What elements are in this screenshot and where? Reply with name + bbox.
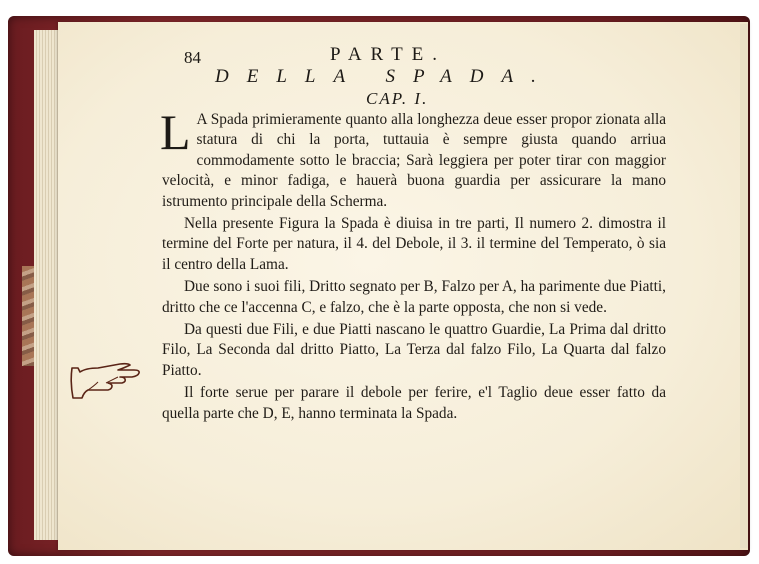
running-head: PARTE. (330, 44, 447, 65)
paragraph-5: Il forte serue per parare il debole per ferire, e'l Taglio deue esser fatto da quella parte che D, E, hanno terminata la Spada. (162, 384, 666, 422)
body-text (160, 104, 666, 426)
drop-cap: L (160, 104, 191, 160)
paragraph-4: Da questi due Fili, e due Piatti nascano le quattro Guardie, La Prima dal dritto Filo, La Seconda dal dritto Piatto, La Terza dal falzo Filo, La Quarta dal falzo Piatto. (162, 321, 666, 379)
paragraph-1 (160, 104, 666, 212)
section-title: DELLA SPADA. (215, 66, 554, 87)
paragraph-2: Nella presente Figura la Spada è diuisa in tre parti, Il numero 2. dimostra il termine del Forte per natura, il 4. del Debole, il 3. il termine del Temperato, ò sia il centro della Lama. (162, 215, 666, 273)
paragraph-3: Due sono i suoi fili, Dritto segnato per B, Falzo per A, ha parimente due Piatti, dritto che ce l'accenna C, e falzo, che è la parte opposta, che non si vede. (162, 278, 666, 316)
page-number: 84 (184, 48, 201, 67)
paragraph-1-text: A Spada primieramente quanto alla longhezza deue esser propor zionata alla statura di chi la porta, tuttauia è sempre giusta quando arriua commodamente sotto le braccia; Sarà leggiera per poter tirar con maggior velocità, e minor fadiga, e hauerà buona guardia per assicurare la mano istrumento principale della Scherma. (162, 111, 666, 210)
chapter-heading: CAP. I. (366, 89, 429, 108)
page-edges (34, 30, 58, 540)
page-right-edge (740, 24, 748, 548)
pointing-hand-icon (68, 362, 148, 404)
